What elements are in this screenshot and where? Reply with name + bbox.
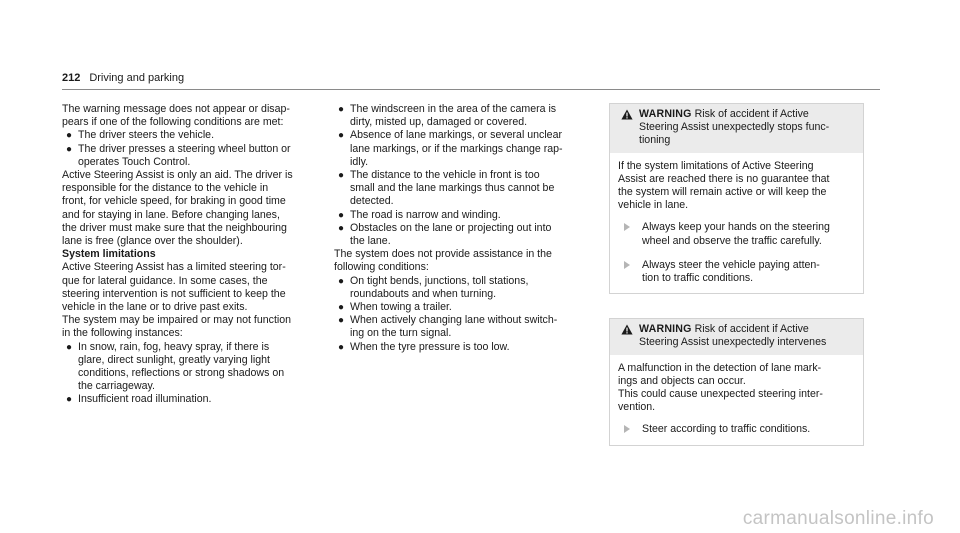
list-item: ● Insufficient road illumination. [66,393,212,406]
bullet-dot: ● [338,341,345,353]
list-item: ● When the tyre pressure is too low. [338,340,510,353]
list-item: ● When towing a trailer. [338,301,452,314]
action-arrow-icon [624,425,630,433]
warning-box-stops-functioning [609,103,864,294]
warning-text: If the system limitations of Active Steering Assist are reached there is no guarantee that the system will remain active or will keep the vehicle in lane. [618,159,830,212]
bullet-dot: ● [338,315,345,327]
warning-header: WARNING Risk of accident if Active Steering Assist unexpectedly intervenes [610,319,863,354]
warning-label: WARNING [639,323,692,336]
no-assistance-paragraph: The system does not provide assistance in the following conditions: [334,248,552,274]
limitations-paragraph: Active Steering Assist has a limited steering tor- que for lateral guidance. In some cases, the steering intervention is not sufficient to keep the vehicle in the lane or to drive past exits. [62,261,286,314]
warning-body [610,355,863,445]
page-header [62,72,880,90]
bullet-dot: ● [338,170,345,182]
responsibility-paragraph: Active Steering Assist is only an aid. The driver is responsible for the distance to the vehicle in front, for vehicle speed, for braking in good time and for staying in lane. Before changing lanes, the driver must make sure that the neighbouring lane is free (glance over the shoulder). [62,169,293,248]
list-item: ● The distance to the vehicle in front is too small and the lane markings thus cannot be detected. [338,169,555,208]
warning-text: This could cause unexpected steering inter- vention. [618,388,823,414]
column-middle [334,103,594,354]
warning-triangle-icon [621,324,633,335]
column-left [62,103,320,407]
action-step: Always keep your hands on the steering wheel and observe the traffic carefully. [618,221,855,247]
bullet-dot: ● [66,143,73,155]
list-item: ● Absence of lane markings, or several unclear lane markings, or if the markings change rap- idly. [338,129,563,168]
header-divider [62,89,880,90]
bullet-dot: ● [338,275,345,287]
no-assistance-list [334,275,594,354]
list-item: ● In snow, rain, fog, heavy spray, if there is glare, direct sunlight, greatly varying light conditions, reflections or strong shadows on the carriageway. [66,340,285,393]
impairment-list-continued [334,103,594,248]
section-title: Driving and parking [89,72,185,84]
list-item: ● The driver steers the vehicle. [66,129,215,142]
impairment-list [62,341,320,407]
bullet-dot: ● [66,341,73,353]
column-right [609,103,864,446]
bullet-dot: ● [66,394,73,406]
action-arrow-icon [624,261,630,269]
warning-text: A malfunction in the detection of lane mark- ings and objects can occur. [618,361,822,387]
list-item: ● The windscreen in the area of the camera is dirty, misted up, damaged or covered. [338,103,557,129]
bullet-dot: ● [338,302,345,314]
list-item: ● Obstacles on the lane or projecting out into the lane. [338,221,552,248]
warning-header: WARNING Risk of accident if Active Steering Assist unexpectedly stops func- tioning [610,104,863,153]
subheading-system-limitations: System limitations [62,248,156,261]
action-arrow-icon [624,223,630,231]
action-step: Steer according to traffic conditions. [618,423,855,436]
bullet-dot: ● [338,104,345,115]
page-number: 212 [62,72,81,84]
intro-paragraph: The warning message does not appear or disap- pears if one of the following conditions are met: [62,103,290,129]
list-item: ● On tight bends, junctions, toll stations, roundabouts and when turning. [338,274,529,300]
condition-list [62,129,320,169]
warning-label: WARNING [639,108,692,120]
list-item: ● The road is narrow and winding. [338,208,501,221]
action-step: Always steer the vehicle paying atten- tion to traffic conditions. [618,259,855,285]
bullet-dot: ● [66,130,73,142]
watermark: carmanualsonline.info [742,507,934,529]
bullet-dot: ● [338,130,345,142]
warning-triangle-icon [621,109,633,120]
list-item: ● The driver presses a steering wheel button or operates Touch Control. [66,142,291,168]
bullet-dot: ● [338,209,345,221]
warning-body [610,153,863,294]
list-item: ● When actively changing lane without switch- ing on the turn signal. [338,314,558,340]
warning-box-intervenes [609,318,864,445]
impairment-paragraph: The system may be impaired or may not function in the following instances: [62,314,292,340]
bullet-dot: ● [338,222,345,234]
